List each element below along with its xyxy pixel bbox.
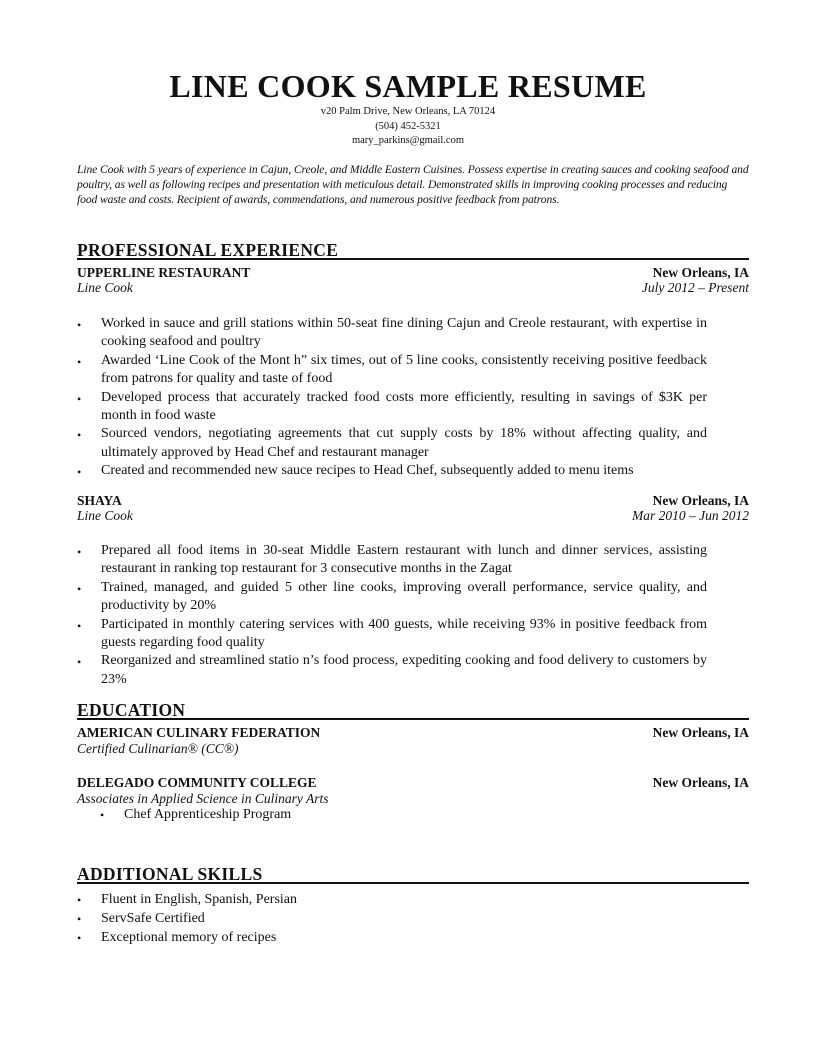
employer-name: UPPERLINE RESTAURANT (77, 265, 251, 280)
list-item: • Developed process that accurately tracked food costs more efficiently, resulting in savings of $3K per month in food waste (77, 389, 707, 424)
contact-email: mary_parkins@gmail.com (351, 135, 465, 146)
job-role: Line Cook (77, 280, 133, 295)
bullet-icon: • (77, 655, 82, 670)
list-item: • Trained, managed, and guided 5 other line cooks, improving overall performance, service quality, and productivity by 20% (77, 579, 707, 614)
job-location: New Orleans, IA (652, 265, 749, 280)
school-name: AMERICAN CULINARY FEDERATION (77, 725, 321, 740)
contact-phone: (504) 452-5321 (375, 121, 441, 132)
employer-name: SHAYA (77, 493, 122, 508)
skills-list (77, 890, 477, 947)
bullet-icon: • (77, 545, 82, 559)
school-location: New Orleans, IA (652, 775, 749, 790)
bullet-icon: • (100, 808, 105, 822)
bullet-icon: • (77, 912, 82, 926)
list-item: • Reorganized and streamlined statio n’s food process, expediting cooking and food delivery to customers by 23% (77, 653, 707, 687)
bullet-icon: • (77, 465, 82, 480)
job-subheader (77, 508, 749, 524)
list-item: • Created and recommended new sauce recipes to Head Chef, subsequently added to menu items (77, 462, 707, 480)
list-item: • ServSafe Certified (77, 909, 477, 928)
job-dates: July 2012 – Present (641, 280, 749, 295)
list-item: • Exceptional memory of recipes (77, 928, 477, 947)
school-credential: Associates in Applied Science in Culinary Arts (77, 791, 329, 806)
school-credential-row (77, 791, 749, 807)
school-location: New Orleans, IA (652, 725, 749, 740)
bullet-icon: • (77, 893, 82, 907)
bullet-icon: • (77, 581, 82, 596)
contact-address: v20 Palm Drive, New Orleans, LA 70124 (320, 106, 496, 117)
school-credential: Certified Culinarian® (CC®) (77, 741, 239, 756)
job-bullets (77, 315, 707, 481)
list-item: • Fluent in English, Spanish, Persian (77, 890, 477, 909)
list-item: • Participated in monthly catering services with 400 guests, while receiving 93% in positive feedback from guests regarding food quality (77, 616, 707, 651)
list-item: • Awarded ‘Line Cook of the Mont h” six times, out of 5 line cooks, consistently receiving positive feedback from patrons for quality and taste of food (77, 352, 707, 387)
job-dates: Mar 2010 – Jun 2012 (632, 508, 749, 523)
section-heading-experience: PROFESSIONAL EXPERIENCE (77, 240, 749, 260)
list-item: • Worked in sauce and grill stations within 50-seat fine dining Cajun and Creole restaurant, with expertise in cooking seafood and poultry (77, 316, 707, 350)
bullet-icon: • (77, 618, 82, 633)
job-header (77, 265, 749, 281)
school-name: DELEGADO COMMUNITY COLLEGE (77, 775, 317, 790)
list-item: • Prepared all food items in 30-seat Middle Eastern restaurant with lunch and dinner services, assisting restaurant in ranking top restaurant for 3 consecutive months in the Zagat (77, 543, 707, 577)
section-heading-skills: ADDITIONAL SKILLS (77, 864, 749, 884)
job-role: Line Cook (77, 508, 133, 523)
bullet-icon: • (77, 931, 82, 945)
school-header (77, 775, 749, 791)
job-subheader (77, 280, 749, 296)
professional-summary: Line Cook with 5 years of experience in Cajun, Creole, and Middle Eastern Cuisines. Possess expertise in creating sauces and cooking seafood and poultry, as well as following recipes and presentation with meticulous detail. Demonstrated skills in improving cooking processes and reducing food waste and costs. Recipient of awards, commendations, and numerous positive feedback from patrons. (77, 163, 749, 206)
school-header (77, 725, 749, 741)
school-program: Chef Apprenticeship Program (124, 807, 292, 822)
resume-title: LINE COOK SAMPLE RESUME (169, 68, 647, 104)
job-header (77, 493, 749, 509)
job-bullets (77, 542, 707, 689)
school-credential-row (77, 741, 749, 757)
bullet-icon: • (77, 354, 82, 369)
job-location: New Orleans, IA (652, 493, 749, 508)
bullet-icon: • (77, 428, 82, 443)
section-heading-education: EDUCATION (77, 700, 749, 720)
bullet-icon: • (77, 391, 82, 406)
list-item: • Sourced vendors, negotiating agreements that cut supply costs by 18% without affecting quality, and ultimately approved by Head Chef and restaurant manager (77, 426, 707, 460)
bullet-icon: • (77, 318, 82, 332)
